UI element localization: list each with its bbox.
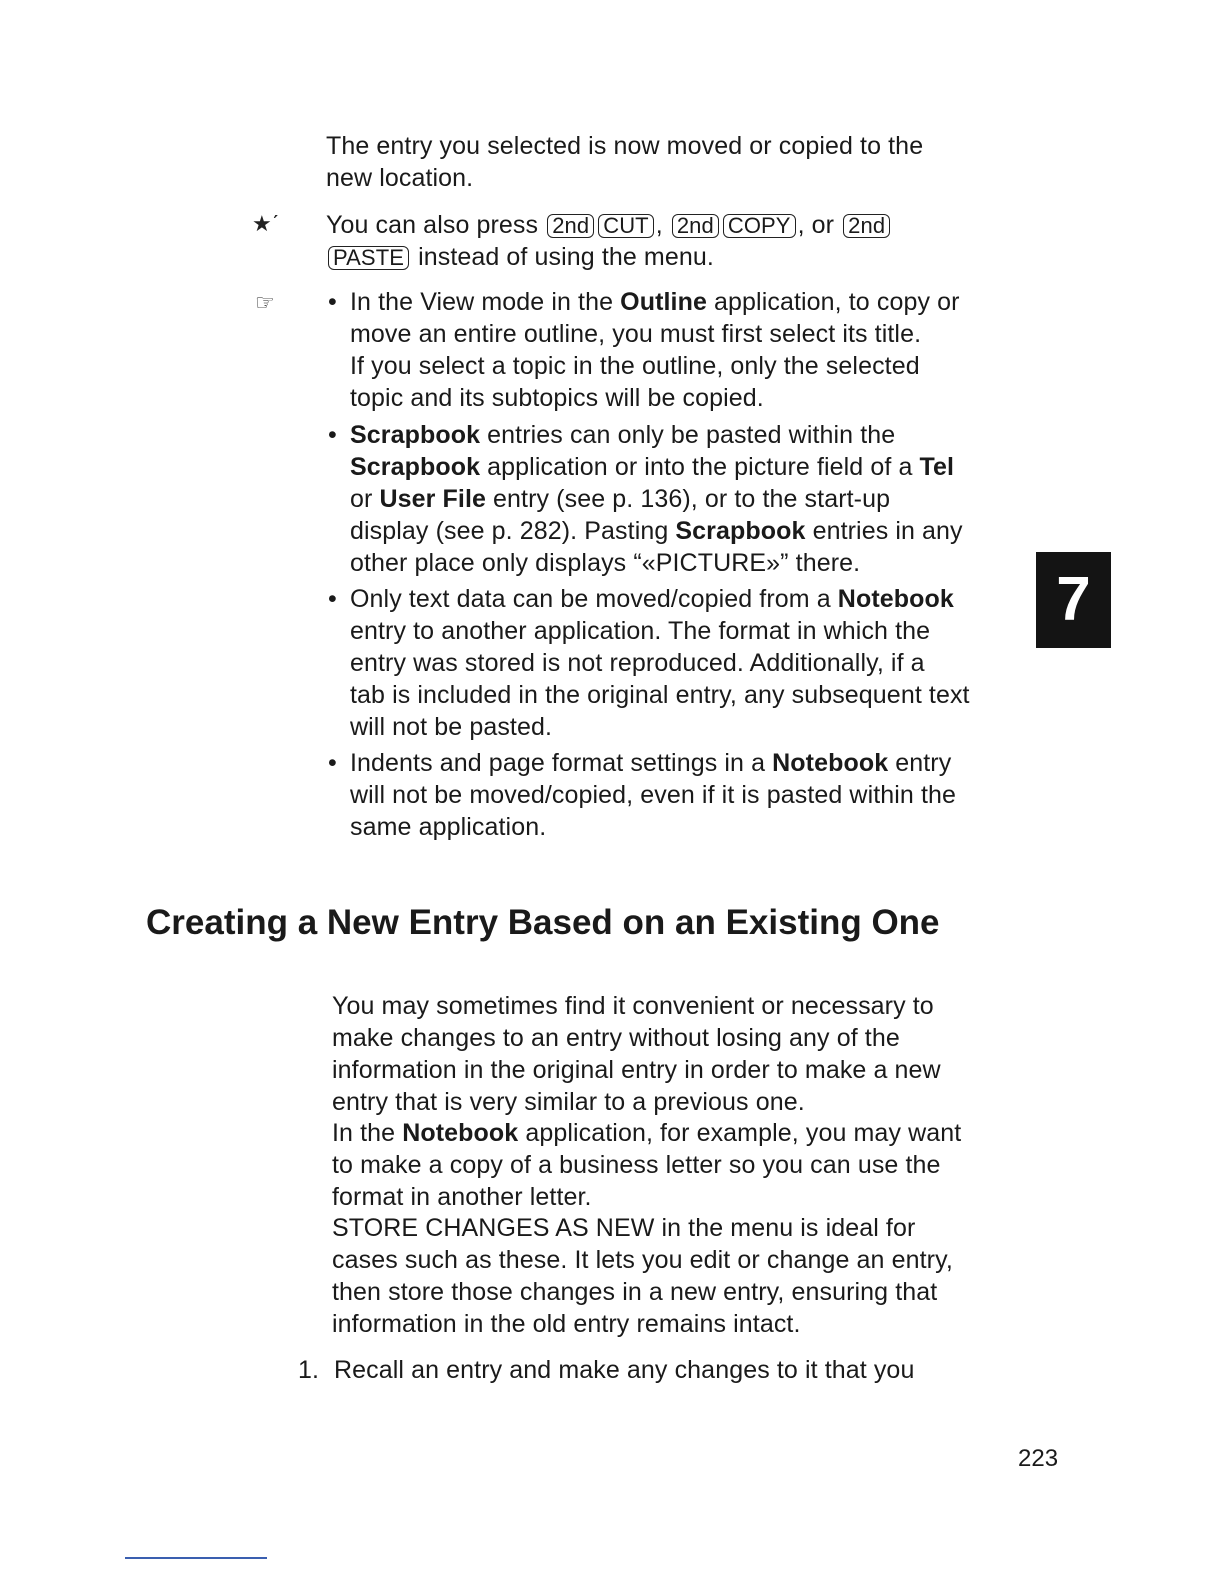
note-bullet-scrapbook [328,419,963,579]
scrapbook-line-2 [350,451,963,483]
indents-line-3: same application. [350,813,547,841]
scrapbook-l1-post: entries can only be pasted within the [487,421,896,449]
section-p1-line: You may sometimes find it convenient or necessary to [332,992,934,1020]
tip-text-after: instead of using the menu. [418,243,714,271]
intro-line-1: The entry you selected is now moved or copied to the [326,132,924,160]
scrapbook-l3-post: entry (see p. 136), or to the start-up [493,485,891,513]
scrapbook-l2-mid: application or into the picture field of a [487,453,913,481]
note-bullet-indents [328,747,957,843]
outline-line-4: topic and its subtopics will be copied. [350,384,764,412]
scrapbook-line-4 [350,515,963,547]
outline-line-1 [350,286,960,318]
outline-l1-post: application, to copy or [714,288,960,316]
note-pointing-hand-icon: ☞ [255,290,275,315]
notebook-app-name-3: Notebook [402,1119,519,1147]
key-2nd: 2nd [843,214,890,238]
bullet-dot-icon: • [328,421,337,449]
key-cut: CUT [598,214,654,238]
section-p2-line-3: format in another letter. [332,1183,592,1211]
notebook-app-name: Notebook [837,585,954,613]
section-p2-line-1 [332,1117,961,1149]
scrapbook-l4-pre: display (see p. 282). Pasting [350,517,669,545]
section-p2-post: application, for example, you may want [525,1119,962,1147]
key-paste: PASTE [328,246,409,270]
note-bullet-notebook-text [328,583,970,743]
key-2nd: 2nd [672,214,719,238]
section-p3-line: cases such as these. It lets you edit or change an entry, [332,1246,953,1274]
bullet-dot-icon: • [328,585,337,613]
tip-line-1 [326,209,892,241]
notebook-text-line-3: entry was stored is not reproduced. Additionally, if a [350,649,925,677]
tel-app-name: Tel [919,453,955,481]
section-p1-line: entry that is very similar to a previous one. [332,1088,805,1116]
scrapbook-l4-post: entries in any [812,517,963,545]
notebook-text-l1-pre: Only text data can be moved/copied from a [350,585,831,613]
indents-l1-pre: Indents and page format settings in a [350,749,766,777]
bullet-dot-icon: • [328,749,337,777]
key-2nd: 2nd [547,214,594,238]
scrapbook-app-name: Scrapbook [350,421,481,449]
outline-line-3: If you select a topic in the outline, only the selected [350,352,920,380]
page-number: 223 [1018,1445,1059,1472]
section-p2-pre: In the [332,1119,396,1147]
section-paragraph-3 [332,1212,953,1340]
step-1-number: 1. [298,1356,320,1384]
tip-line-2 [326,241,892,273]
user-file-app-name: User File [379,485,486,513]
footer-rule [125,1557,267,1559]
scrapbook-line-5: other place only displays “«PICTURE»” there. [350,549,861,577]
tip-comma-1: , [655,211,663,239]
tip-star-icon: ★ˊ [252,211,280,236]
intro-paragraph [326,130,923,194]
indents-line-2: will not be moved/copied, even if it is pasted within the [350,781,957,809]
scrapbook-app-name-2: Scrapbook [350,453,481,481]
scrapbook-app-name-3: Scrapbook [675,517,806,545]
intro-line-2: new location. [326,164,474,192]
scrapbook-line-3 [350,483,963,515]
tip-paragraph [326,209,892,273]
step-1-text [334,1354,914,1386]
step-1-line: Recall an entry and make any changes to it that you [334,1356,915,1384]
note-bullet-outline [328,286,960,414]
outline-line-2: move an entire outline, you must first select its title. [350,320,922,348]
indents-l1-post: entry [895,749,952,777]
outline-app-name: Outline [620,288,707,316]
notebook-text-line-4: tab is included in the original entry, any subsequent text [350,681,970,709]
notebook-text-line-2: entry to another application. The format in which the [350,617,931,645]
indents-line-1 [350,747,956,779]
section-p3-line: information in the old entry remains intact. [332,1310,801,1338]
tip-text-before: You can also press [326,211,539,239]
section-heading: Creating a New Entry Based on an Existing One [146,903,940,942]
key-copy: COPY [723,214,796,238]
section-p1-line: make changes to an entry without losing any of the [332,1024,900,1052]
scrapbook-l3-pre: or [350,485,373,513]
section-p3-line: then store those changes in a new entry, ensuring that [332,1278,938,1306]
tip-comma-2: , or [797,211,835,239]
section-p2-line-2: to make a copy of a business letter so you can use the [332,1151,941,1179]
section-paragraph-2 [332,1117,961,1213]
section-p1-line: information in the original entry in order to make a new [332,1056,941,1084]
scrapbook-line-1 [350,419,963,451]
notebook-text-line-5: will not be pasted. [350,713,553,741]
notebook-text-line-1 [350,583,970,615]
outline-l1-pre: In the View mode in the [350,288,614,316]
section-p3-line: STORE CHANGES AS NEW in the menu is ideal for [332,1214,916,1242]
notebook-app-name-2: Notebook [772,749,889,777]
chapter-tab: 7 [1036,552,1111,648]
section-paragraph-1 [332,990,941,1118]
bullet-dot-icon: • [328,288,337,316]
